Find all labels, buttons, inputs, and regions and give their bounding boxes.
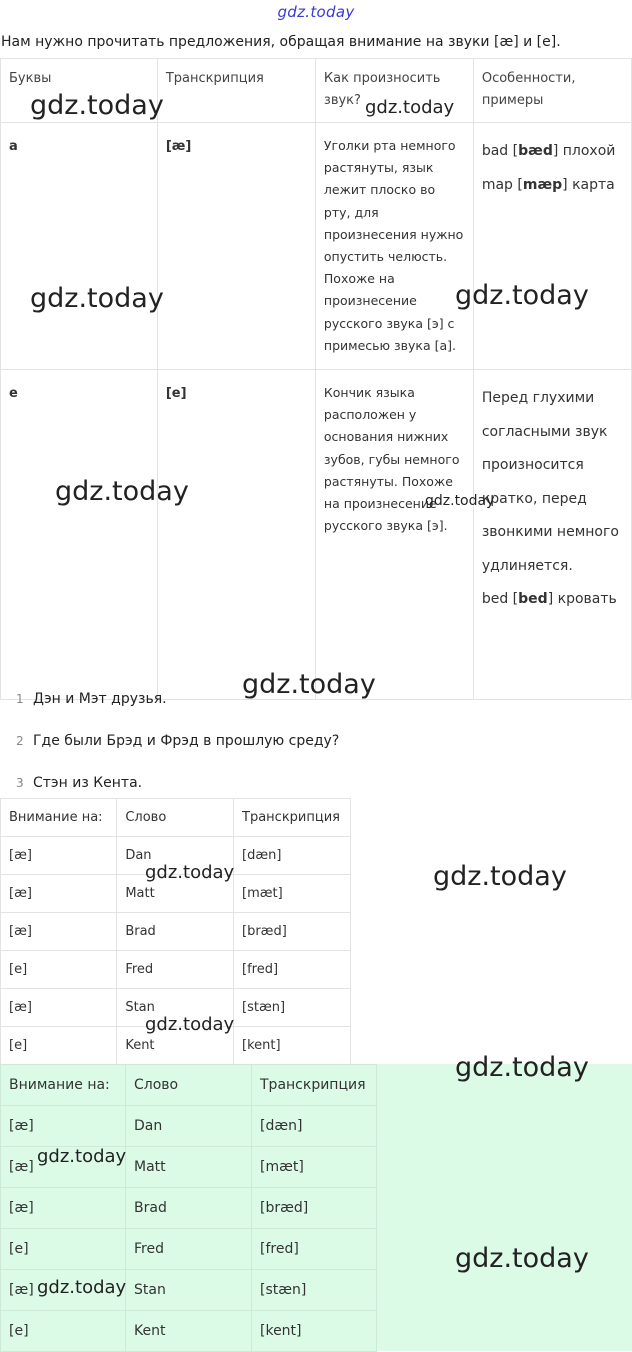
watermark: gdz.today <box>242 669 376 700</box>
table-row <box>1 1027 351 1065</box>
table-row <box>1 951 351 989</box>
header-cell: Транскрипция <box>157 59 315 123</box>
item-number: 3 <box>16 776 24 790</box>
transcription-cell: [dæn] <box>234 837 351 875</box>
transcription-cell: [fred] <box>234 951 351 989</box>
table-row <box>1 875 351 913</box>
transcription-cell: [fred] <box>252 1229 377 1270</box>
word-cell: Dan <box>117 837 234 875</box>
table-row <box>1 837 351 875</box>
table-row <box>1 1311 377 1352</box>
word-cell: Fred <box>117 951 234 989</box>
word-cell: Kent <box>117 1027 234 1065</box>
table-row <box>1 989 351 1027</box>
note-text: Перед глухими согласными звук произносится кратко, перед звонкими немного удлиняется. <box>481 390 619 574</box>
sound-cell: [æ] <box>1 913 117 951</box>
table-row <box>1 913 351 951</box>
description-cell: Кончик языка расположен у основания нижних зубов, губы немного растянуты. Похоже на произнесение русского звука [э]. <box>315 370 473 700</box>
example-item: map [mæp] карта <box>481 176 615 193</box>
table-row <box>1 370 632 700</box>
transcription-cell: [mæt] <box>252 1147 377 1188</box>
header-cell: Слово <box>126 1065 252 1106</box>
watermark: gdz.today <box>145 1014 235 1035</box>
answer-sound-table <box>0 1064 377 1352</box>
watermark: gdz.today <box>37 1277 127 1298</box>
list-item <box>0 678 632 720</box>
header-cell: Как произносить звук? <box>315 59 473 123</box>
header-cell: Слово <box>117 799 234 837</box>
transcription-cell: [æ] <box>157 123 315 370</box>
table-row <box>1 1188 377 1229</box>
word-cell: Brad <box>117 913 234 951</box>
sentence-text: Стэн из Кента. <box>33 775 143 791</box>
watermark: gdz.today <box>30 90 164 121</box>
word-cell: Matt <box>117 875 234 913</box>
watermark: gdz.today <box>55 476 189 507</box>
sentence-list <box>0 678 632 804</box>
site-logo[interactable]: gdz.today <box>277 3 355 21</box>
item-number: 1 <box>16 692 24 706</box>
sentence-text: Где были Брэд и Фрэд в прошлую среду? <box>33 733 340 749</box>
header-cell: Транскрипция <box>252 1065 377 1106</box>
table-row <box>1 1106 377 1147</box>
header-cell: Буквы <box>1 59 158 123</box>
transcription-cell: [mæt] <box>234 875 351 913</box>
word-cell: Stan <box>126 1270 252 1311</box>
watermark: gdz.today <box>145 862 235 883</box>
pronunciation-table <box>0 58 632 700</box>
table-row <box>1 123 632 370</box>
sound-cell: [æ] <box>1 1188 126 1229</box>
transcription-cell: [bræd] <box>234 913 351 951</box>
word-cell: Matt <box>126 1147 252 1188</box>
intro-text: Нам нужно прочитать предложения, обращая внимание на звуки [æ] и [e]. <box>1 34 561 50</box>
header-cell: Внимание на: <box>1 799 117 837</box>
word-cell: Kent <box>126 1311 252 1352</box>
transcription-cell: [stæn] <box>252 1270 377 1311</box>
watermark: gdz.today <box>455 280 589 311</box>
sound-cell: [æ] <box>1 1106 126 1147</box>
header-cell: Транскрипция <box>234 799 351 837</box>
table-row <box>1 1147 377 1188</box>
transcription-cell: [dæn] <box>252 1106 377 1147</box>
transcription-cell: [kent] <box>234 1027 351 1065</box>
sound-cell: [æ] <box>1 1270 126 1311</box>
header-cell: Внимание на: <box>1 1065 126 1106</box>
table-header-row <box>1 1065 377 1106</box>
sound-cell: [æ] <box>1 875 117 913</box>
example-item: bad [bæd] плохой <box>481 143 616 159</box>
word-cell: Stan <box>117 989 234 1027</box>
header-cell: Особенности, примеры <box>473 59 631 123</box>
transcription-cell: [kent] <box>252 1311 377 1352</box>
example-item: bed [bed] кровать <box>481 591 617 608</box>
sentence-text: Дэн и Мэт друзья. <box>33 691 167 707</box>
word-cell: Brad <box>126 1188 252 1229</box>
sound-cell: [æ] <box>1 837 117 875</box>
watermark: gdz.today <box>425 493 495 509</box>
sound-cell: [e] <box>1 1229 126 1270</box>
sound-cell: [e] <box>1 1027 117 1065</box>
table-header-row <box>1 799 351 837</box>
watermark: gdz.today <box>433 861 567 892</box>
examples-cell <box>473 123 631 370</box>
sound-cell: [æ] <box>1 1147 126 1188</box>
watermark: gdz.today <box>455 1052 589 1083</box>
sound-cell: [e] <box>1 951 117 989</box>
list-item <box>0 720 632 762</box>
transcription-cell: [stæn] <box>234 989 351 1027</box>
item-number: 2 <box>16 734 24 748</box>
table-row <box>1 1229 377 1270</box>
transcription-cell: [e] <box>157 370 315 700</box>
word-cell: Fred <box>126 1229 252 1270</box>
transcription-cell: [bræd] <box>252 1188 377 1229</box>
examples-cell <box>473 370 631 700</box>
letter-cell: e <box>1 370 158 700</box>
watermark: gdz.today <box>455 1243 589 1274</box>
sound-cell: [æ] <box>1 989 117 1027</box>
watermark: gdz.today <box>365 97 455 118</box>
description-cell: Уголки рта немного растянуты, язык лежит плоско во рту, для произнесения нужно опустить челюсть. Похоже на произнесение русского звука [э] с примесью звука [а]. <box>315 123 473 370</box>
table-row <box>1 1270 377 1311</box>
sound-table <box>0 798 351 1065</box>
sound-cell: [e] <box>1 1311 126 1352</box>
letter-cell: a <box>1 123 158 370</box>
word-cell: Dan <box>126 1106 252 1147</box>
table-header-row <box>1 59 632 123</box>
watermark: gdz.today <box>30 283 164 314</box>
watermark: gdz.today <box>37 1146 127 1167</box>
